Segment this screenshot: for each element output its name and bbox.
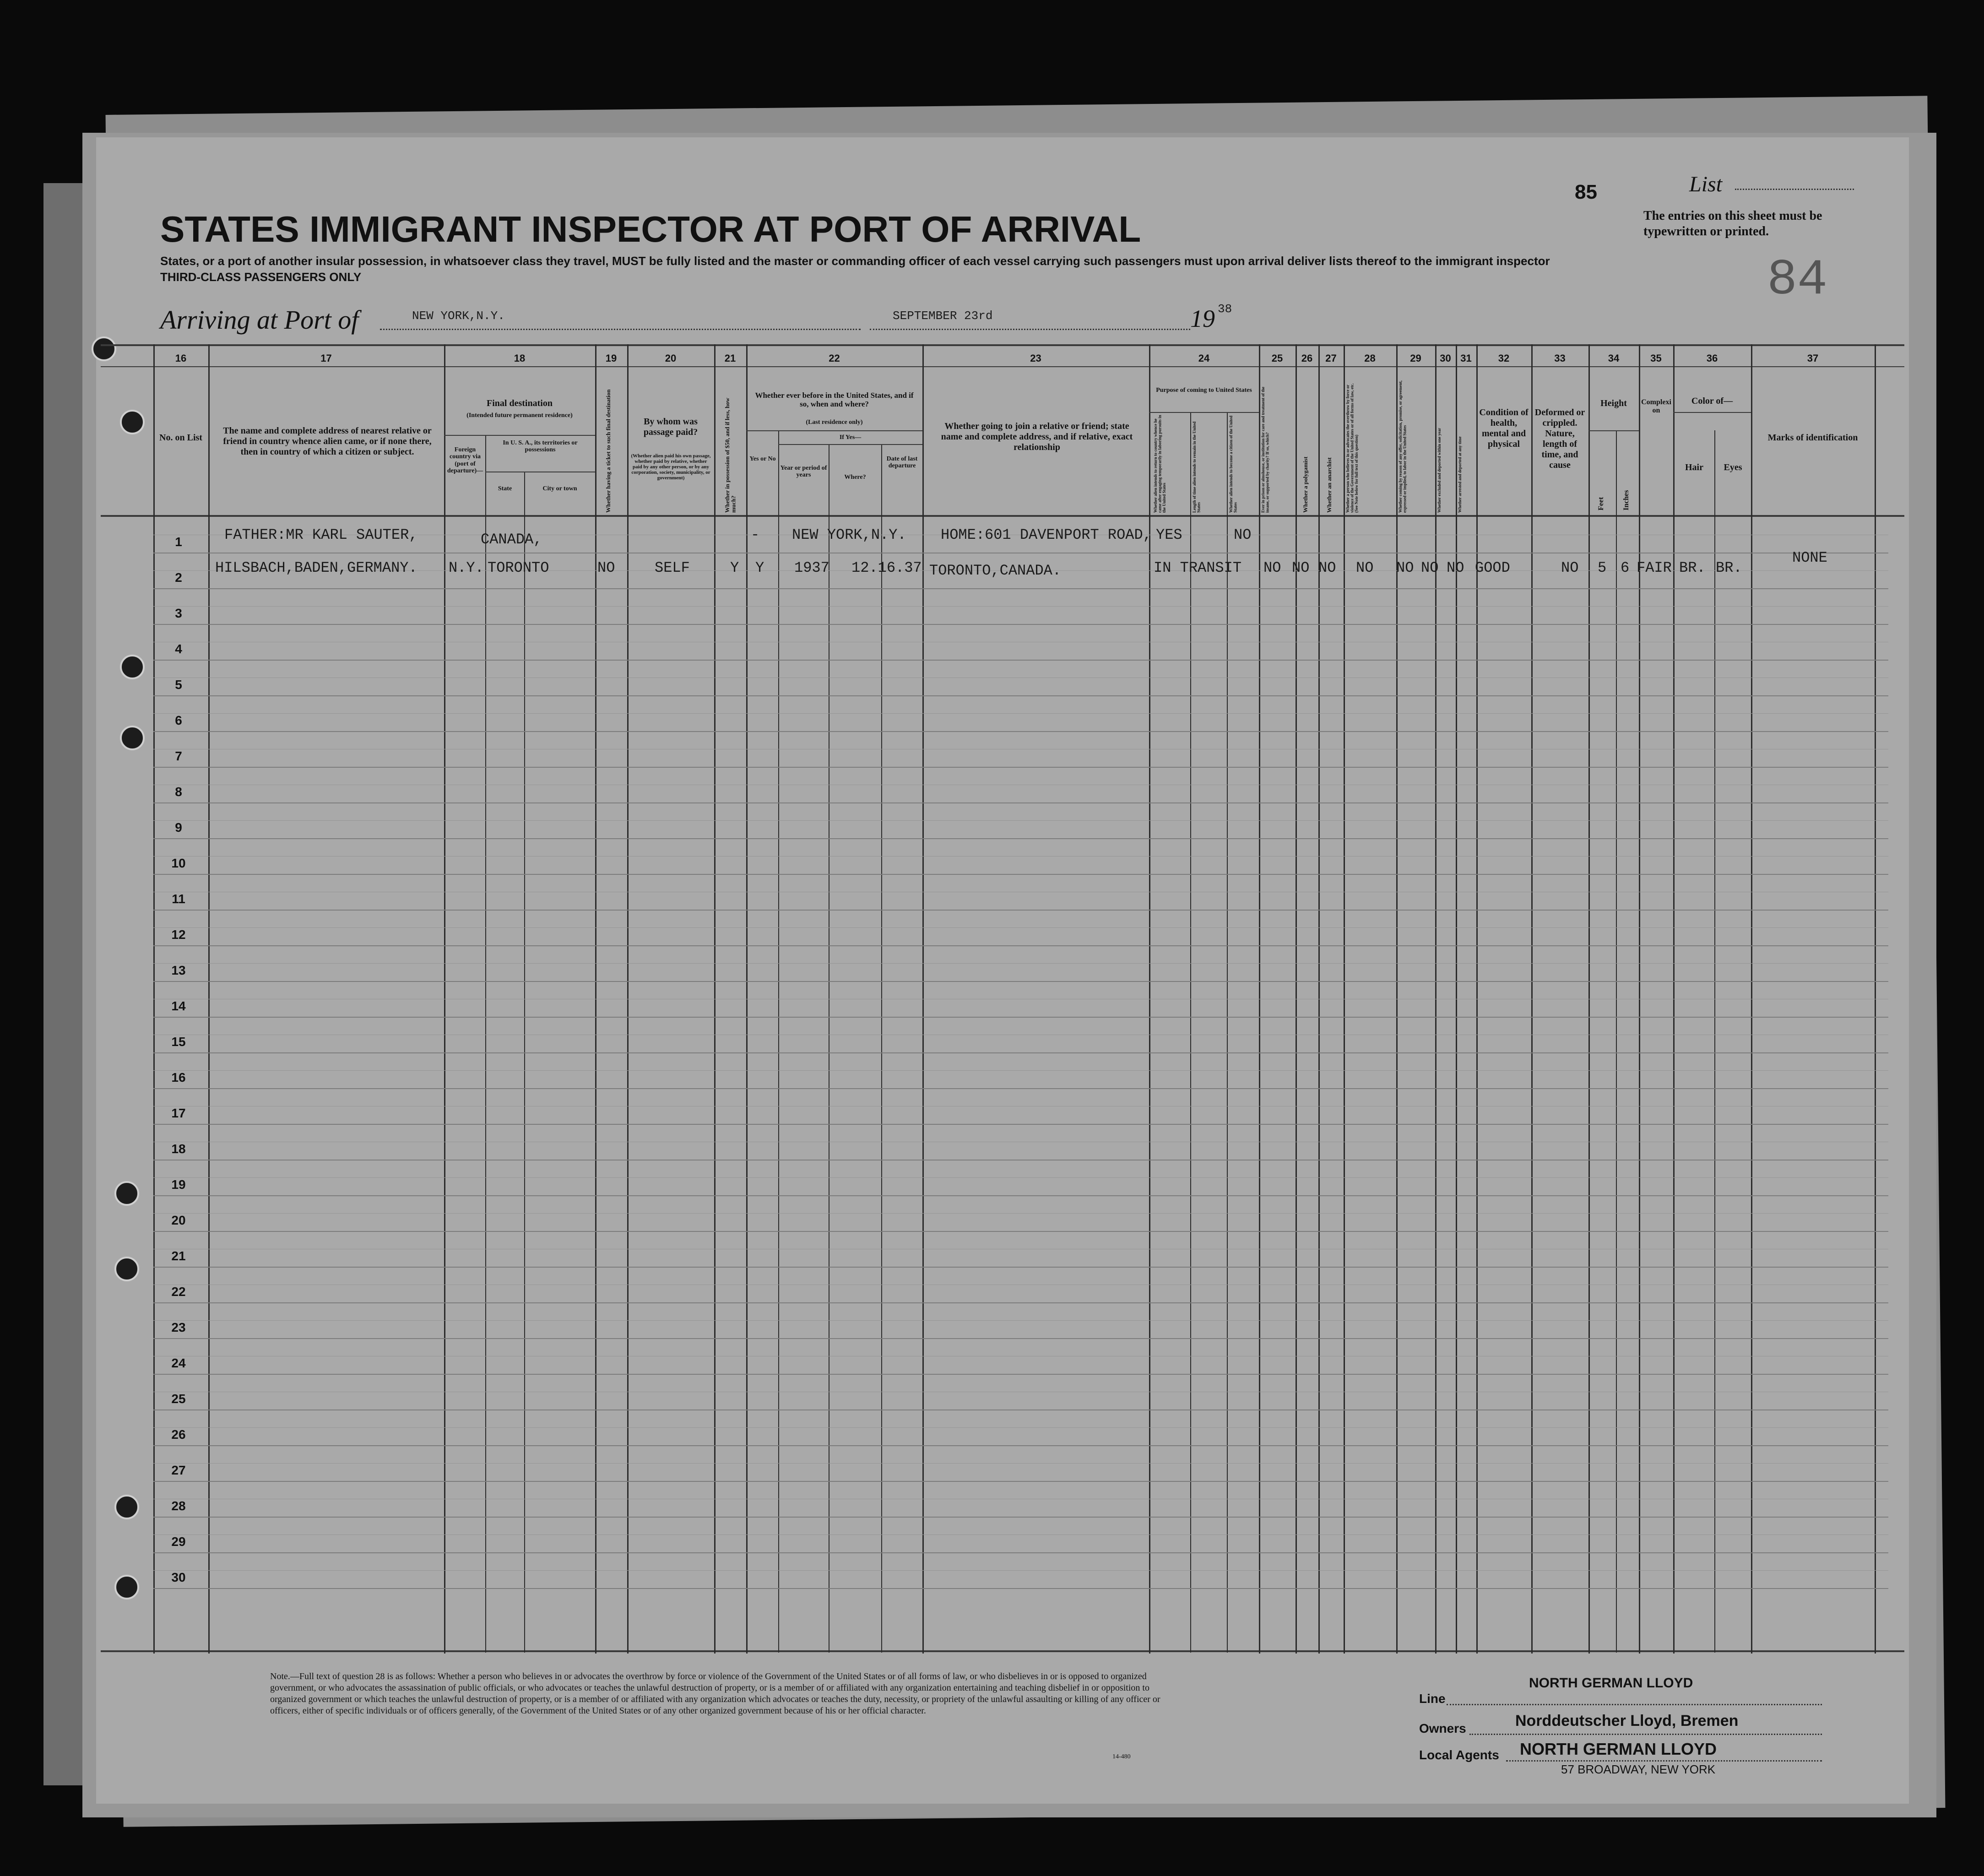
- header-anarchist: Whether an anarchist: [1326, 457, 1333, 513]
- row-number: 24: [171, 1356, 186, 1370]
- binder-hole: [120, 410, 145, 434]
- row-rule: [153, 767, 1888, 768]
- row-rule: [153, 1588, 1888, 1589]
- year-suffix: 38: [1218, 302, 1232, 316]
- date-value: SEPTEMBER 23rd: [893, 309, 993, 323]
- column-number: 17: [320, 352, 332, 364]
- header-ever-before-sub: (Last residence only): [806, 419, 863, 426]
- column-divider: [485, 435, 486, 1653]
- column-number: 30: [1440, 352, 1451, 364]
- header-passage-paid: By whom was passage paid?: [643, 417, 698, 437]
- row-rule: [153, 731, 1888, 732]
- line-underline: [1447, 1704, 1822, 1705]
- row-subrule: [153, 1320, 1888, 1321]
- binder-hole: [114, 1495, 139, 1519]
- column-divider: [1616, 430, 1617, 1653]
- row-rule: [153, 1552, 1888, 1553]
- agents-address: 57 BROADWAY, NEW YORK: [1561, 1762, 1716, 1776]
- header-feet: Feet: [1597, 497, 1605, 510]
- entry-eyes: BR.: [1716, 559, 1742, 576]
- column-number: 24: [1198, 352, 1210, 364]
- row-number: 5: [175, 678, 182, 692]
- header-arrested: Whether arrested and deported at any time: [1458, 436, 1462, 513]
- entry-relative-line1: FATHER:MR KARL SAUTER,: [224, 526, 418, 543]
- column-number: 28: [1364, 352, 1376, 364]
- agents-value: NORTH GERMAN LLOYD: [1520, 1740, 1717, 1758]
- row-number: 10: [171, 856, 186, 870]
- column-divider: [778, 430, 779, 1653]
- header-deformed: Deformed or crippled. Nature, length of time, and cause: [1534, 407, 1585, 470]
- entry-dest-country: CANADA,: [481, 531, 542, 548]
- row-number: 7: [175, 749, 182, 763]
- page-title: STATES IMMIGRANT INSPECTOR AT PORT OF ARRIVAL: [160, 209, 1141, 249]
- column-number: 37: [1807, 352, 1819, 364]
- entry-c26: NO: [1292, 559, 1310, 576]
- entry-complexion: FAIR: [1637, 559, 1672, 576]
- column-divider: [524, 472, 525, 1653]
- entry-passage: SELF: [655, 559, 690, 576]
- row-number: 8: [175, 785, 182, 799]
- column-number: 36: [1706, 352, 1718, 364]
- entry-dest-city: TORONTO: [488, 559, 549, 576]
- row-rule: [153, 1338, 1888, 1339]
- entry-inches: 6: [1621, 559, 1630, 576]
- column-number: 20: [665, 352, 677, 364]
- row-subrule: [153, 1213, 1888, 1214]
- row-rule: [153, 1124, 1888, 1125]
- row-number: 28: [171, 1499, 186, 1513]
- header-if-yes: If Yes—: [839, 434, 862, 441]
- row-number: 23: [171, 1320, 186, 1334]
- row-subrule: [153, 1177, 1888, 1178]
- header-year: Year or period of years: [780, 465, 827, 479]
- header-hair: Hair: [1685, 462, 1703, 472]
- entry-join-line1: HOME:601 DAVENPORT ROAD,: [941, 526, 1152, 543]
- row-number: 17: [171, 1106, 186, 1120]
- row-rule: [153, 910, 1888, 911]
- date-underline: [870, 329, 1190, 330]
- row-number: 18: [171, 1142, 186, 1156]
- header-health: Condition of health, mental and physical: [1479, 407, 1529, 449]
- column-number: 32: [1498, 352, 1510, 364]
- column-number: 31: [1460, 352, 1472, 364]
- column-divider: [881, 444, 882, 1653]
- year-prefix: 19: [1190, 305, 1215, 332]
- binder-hole: [120, 655, 145, 679]
- header-purpose: Purpose of coming to United States: [1156, 387, 1252, 394]
- row-subrule: [153, 606, 1888, 607]
- header-inches: Inches: [1622, 490, 1630, 510]
- row-number: 13: [171, 963, 186, 977]
- header-city: City or town: [542, 485, 577, 492]
- column-number: 29: [1410, 352, 1421, 364]
- column-divider: [1227, 412, 1228, 1653]
- entry-c25: NO: [1263, 559, 1281, 576]
- header-eyes: Eyes: [1724, 462, 1742, 472]
- port-value: NEW YORK,N.Y.: [412, 309, 505, 323]
- class-label: THIRD-CLASS PASSENGERS ONLY: [160, 270, 362, 284]
- subheader-line: [1673, 412, 1751, 413]
- header-final-destination-sub: (Intended future permanent residence): [466, 412, 573, 419]
- header-overthrow: Whether a person who believes in or advocates the overthrow by force or violence of the Government of the United States or of all forms of law, etc. (See Note below for full text of this question): [1345, 383, 1359, 513]
- row-rule: [153, 981, 1888, 982]
- entry-marks: NONE: [1792, 549, 1827, 566]
- line-value: NORTH GERMAN LLOYD: [1529, 1675, 1693, 1691]
- page-subtitle: States, or a port of another insular possession, in whatsoever class they travel, MUST be fully listed and the master or commanding officer of each vessel carrying such passengers must upon arrival deliver lists thereof to the immigrant inspector: [160, 254, 1550, 268]
- entry-ticket: NO: [597, 559, 615, 576]
- row-number: 4: [175, 642, 182, 656]
- row-number: 11: [172, 892, 185, 906]
- footer-note: Note.—Full text of question 28 is as follows: Whether a person who believes in or advocates the overthrow by force or violence of the Government of the United States or of all forms of law, or who disbelieves in or is opposed to organized government, or who advocates the assassination of public officials, or who advocates or teaches the unlawful destruction of property, or is a member of or affiliated with any organization entertaining and teaching disbelief in or opposition to organized government or which teaches the unlawful destruction of property, or is a member of or affiliated with any organization which advocates or teaches the duty, necessity, or propriety of the unlawful assaulting or killing of any officer or officers, either of specific individuals or of officers generally, of the Government of the United States or of any other organized government because of his or her official character.: [270, 1671, 1160, 1716]
- binder-hole: [120, 726, 145, 750]
- row-rule: [153, 1445, 1888, 1446]
- column-number-line: [101, 366, 1904, 367]
- row-rule: [153, 588, 1888, 589]
- entry-dest-state: N.Y.: [449, 559, 484, 576]
- header-marks: Marks of identification: [1767, 433, 1858, 443]
- column-number: 21: [724, 352, 736, 364]
- row-number: 22: [171, 1285, 186, 1299]
- header-yes-or-no: Yes or No: [749, 455, 776, 462]
- row-rule: [153, 1481, 1888, 1482]
- column-divider: [1190, 412, 1191, 1653]
- header-offer-labor: Whether coming by reason of any offer, solicitation, promise, or agreement, expressed or implied, to labor in the United States: [1398, 380, 1407, 513]
- row-subrule: [153, 856, 1888, 857]
- row-rule: [153, 624, 1888, 625]
- row-subrule: [153, 1463, 1888, 1464]
- entry-c29: NO: [1396, 559, 1414, 576]
- subheader-line: [1588, 430, 1639, 431]
- row-subrule: [153, 1427, 1888, 1428]
- header-ticket: Whether having a ticket to such final destination: [605, 389, 612, 513]
- page-number-large: 84: [1767, 252, 1828, 309]
- manifest-sheet: [96, 137, 1909, 1804]
- row-number: 6: [175, 713, 182, 727]
- port-underline: [380, 329, 861, 330]
- column-number: 26: [1301, 352, 1313, 364]
- header-foreign-country: Foreign country via (port of departure)—: [447, 446, 483, 475]
- entry-deformed: NO: [1561, 559, 1579, 576]
- binder-hole: [114, 1575, 139, 1599]
- column-number: 25: [1271, 352, 1283, 364]
- line-label: Line: [1419, 1692, 1446, 1706]
- row-number: 30: [171, 1570, 186, 1584]
- column-number: 35: [1650, 352, 1662, 364]
- entry-health: GOOD: [1475, 559, 1510, 576]
- row-number: 14: [171, 999, 186, 1013]
- column-number: 23: [1030, 352, 1041, 364]
- row-rule: [153, 1195, 1888, 1196]
- row-rule: [153, 1231, 1888, 1232]
- row-number: 27: [171, 1463, 186, 1477]
- entry-c31: NO: [1447, 559, 1464, 576]
- list-label: List: [1689, 172, 1723, 196]
- row-rule: [153, 1088, 1888, 1089]
- header-passage-paid-sub: (Whether alien paid his own passage, whether paid by relative, whether paid by any other person, or by any corporation, society, municipality, or government): [631, 453, 711, 481]
- binder-hole: [114, 1257, 139, 1281]
- header-polygamist: Whether a polygamist: [1302, 456, 1309, 513]
- agents-underline: [1506, 1760, 1822, 1762]
- owners-label: Owners: [1419, 1721, 1466, 1735]
- row-rule: [153, 660, 1888, 661]
- page-number-small: 85: [1575, 181, 1597, 203]
- table-top-border: [101, 344, 1904, 346]
- row-number: 21: [171, 1249, 186, 1263]
- subheader-line: [1149, 412, 1259, 413]
- list-underline: [1735, 189, 1854, 190]
- entry-purpose-c: NO: [1234, 526, 1252, 543]
- header-height: Height: [1600, 398, 1627, 408]
- column-number: 33: [1554, 352, 1566, 364]
- header-join-relative: Whether going to join a relative or friend; state name and complete address, and if relative, exact relationship: [941, 421, 1133, 452]
- row-number: 20: [171, 1213, 186, 1227]
- subheader-line: [746, 430, 922, 431]
- entry-relative-line2: HILSBACH,BADEN,GERMANY.: [215, 559, 417, 576]
- column-number: 18: [514, 352, 526, 364]
- entry-purpose-a: YES: [1156, 526, 1182, 543]
- header-in-usa: In U. S. A., its territories or possessions: [503, 439, 578, 454]
- binder-hole: [92, 336, 116, 361]
- column-number: 34: [1608, 352, 1620, 364]
- row-subrule: [153, 1570, 1888, 1571]
- instruction-text: The entries on this sheet must be typewritten or printed.: [1643, 209, 1822, 239]
- header-no-on-list: No. on List: [159, 433, 202, 443]
- row-number: 19: [171, 1177, 186, 1192]
- entry-before-year: 1937: [794, 559, 829, 576]
- row-rule: [153, 1267, 1888, 1268]
- row-subrule: [153, 927, 1888, 928]
- owners-underline: [1469, 1734, 1822, 1735]
- entry-c27: NO: [1318, 559, 1336, 576]
- header-prison: Ever in prison or almshouse, or institution for care and treatment of the insane, or supported by charity? If so, which?: [1261, 386, 1270, 513]
- row-number: 16: [171, 1070, 186, 1084]
- header-purpose-citizen: Whether alien intends to become a citizen of the United States: [1229, 415, 1238, 513]
- row-rule: [153, 802, 1888, 803]
- header-where: Where?: [844, 474, 866, 481]
- row-rule: [153, 874, 1888, 875]
- row-number: 29: [171, 1534, 186, 1549]
- header-relative: The name and complete address of nearest relative or friend in country whence alien came, or if none there, then in country of which a citizen or subject.: [223, 426, 432, 457]
- row-subrule: [153, 1534, 1888, 1535]
- row-number: 25: [171, 1392, 186, 1406]
- entry-feet: 5: [1598, 559, 1607, 576]
- column-number: 22: [829, 352, 840, 364]
- column-number: 27: [1325, 352, 1337, 364]
- row-number: 9: [175, 820, 182, 835]
- entry-purpose-transit: IN TRANSIT: [1154, 559, 1242, 576]
- row-number: 2: [175, 570, 182, 585]
- subheader-line: [444, 435, 595, 436]
- arriving-label: Arriving at Port of: [160, 305, 359, 335]
- entry-dash: -: [751, 526, 760, 543]
- row-number: 15: [171, 1035, 186, 1049]
- row-rule: [153, 1302, 1888, 1303]
- row-rule: [153, 945, 1888, 946]
- row-subrule: [153, 713, 1888, 714]
- entry-before-where: NEW YORK,N.Y.: [792, 526, 906, 543]
- entry-money: Y: [730, 559, 739, 576]
- row-rule: [153, 1017, 1888, 1018]
- column-number: 16: [175, 352, 187, 364]
- row-number: 3: [175, 606, 182, 620]
- header-complexion: Complexion: [1641, 398, 1671, 415]
- column-divider: [1714, 430, 1715, 1653]
- header-money: Whether in possession of $50, and if less, how much?: [724, 397, 737, 513]
- header-excluded: Whether excluded and deported within one year: [1437, 428, 1442, 513]
- row-subrule: [153, 820, 1888, 821]
- row-rule: [153, 695, 1888, 696]
- header-bottom-border: [101, 515, 1904, 517]
- header-final-destination: Final destination: [487, 398, 553, 408]
- row-subrule: [153, 1070, 1888, 1071]
- row-rule: [153, 1374, 1888, 1375]
- table-bottom-border: [101, 1650, 1904, 1652]
- entry-c30: NO: [1421, 559, 1439, 576]
- entry-hair: BR.: [1679, 559, 1706, 576]
- entry-before-date: 12.16.37: [851, 559, 922, 576]
- row-rule: [153, 1052, 1888, 1053]
- header-ever-before: Whether ever before in the United States, and if so, when and where?: [755, 391, 914, 408]
- header-purpose-length: Length of time alien intends to remain in the United States: [1192, 421, 1201, 513]
- header-state: State: [498, 485, 512, 492]
- row-number: 12: [171, 927, 186, 942]
- row-rule: [153, 838, 1888, 839]
- column-number: 19: [605, 352, 617, 364]
- agents-label: Local Agents: [1419, 1748, 1499, 1762]
- owners-value: Norddeutscher Lloyd, Bremen: [1515, 1712, 1739, 1730]
- form-code: 14-480: [1112, 1753, 1131, 1760]
- row-rule: [153, 1517, 1888, 1518]
- entry-c28: NO: [1356, 559, 1374, 576]
- entry-before-yesno: Y: [755, 559, 764, 576]
- row-number: 1: [175, 535, 182, 549]
- row-number: 26: [171, 1427, 186, 1442]
- row-subrule: [153, 963, 1888, 964]
- header-purpose-return: Whether alien intends to return to country whence he came after engaging temporarily in laboring pursuits in the United States: [1153, 415, 1166, 513]
- entry-join-line2: TORONTO,CANADA.: [929, 562, 1062, 579]
- subheader-line: [778, 444, 922, 445]
- header-color: Color of—: [1691, 396, 1733, 406]
- binder-hole: [114, 1181, 139, 1206]
- header-date-departure: Date of last departure: [886, 455, 918, 470]
